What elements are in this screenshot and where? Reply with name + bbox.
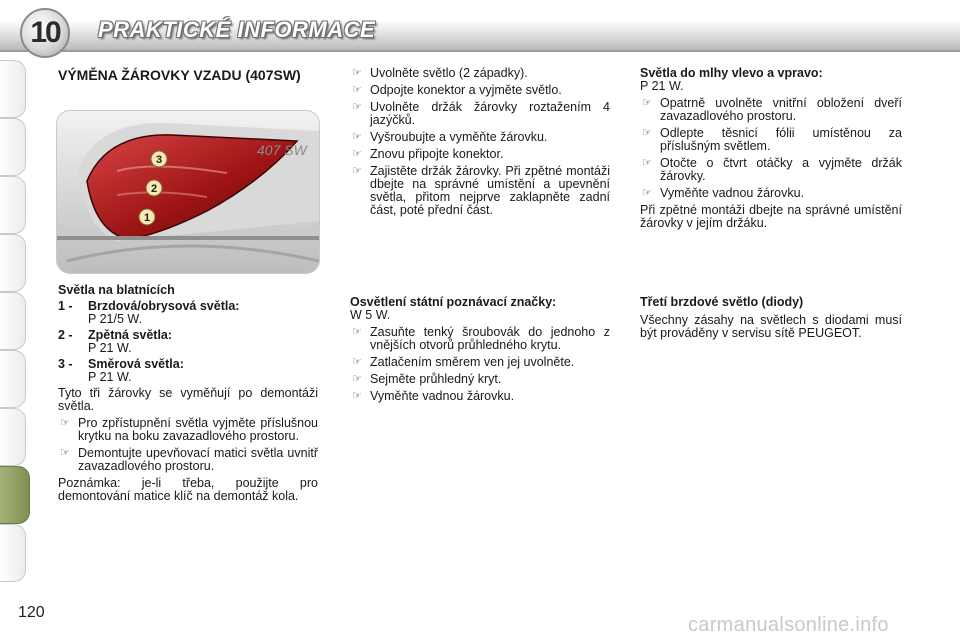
bullet-item: [350, 131, 610, 144]
bullet-text: Sejměte průhledný kryt.: [370, 372, 502, 386]
bullet-item: [350, 356, 610, 369]
pointing-hand-icon: ☞: [352, 165, 362, 177]
bullet-item: [640, 157, 902, 183]
bullet-text: Uvolněte držák žárovky roztažením 4 jazýčků.: [370, 100, 610, 127]
item-number: 2 -: [58, 328, 73, 342]
section-heading: VÝMĚNA ŽÁROVKY VZADU (407SW): [58, 67, 301, 83]
page-header: [0, 0, 960, 52]
bullet-text: Odpojte konektor a vyjměte světlo.: [370, 83, 562, 97]
pointing-hand-icon: ☞: [352, 390, 362, 402]
pointing-hand-icon: ☞: [352, 101, 362, 113]
bullet-item: [58, 417, 318, 443]
chapter-tab[interactable]: [0, 408, 26, 466]
bullet-text: Odlepte těsnicí fólii umístěnou za příslušným světlem.: [660, 126, 902, 153]
bullet-item: [350, 148, 610, 161]
bullet-item: [350, 84, 610, 97]
svg-text:1: 1: [143, 212, 151, 224]
list-item: [58, 300, 318, 326]
bullet-item: [640, 97, 902, 123]
bullet-text: Zasuňte tenký šroubovák do jednoho z vnějších otvorů průhledného krytu.: [370, 325, 610, 352]
pointing-hand-icon: ☞: [642, 187, 652, 199]
bullet-text: Znovu připojte konektor.: [370, 147, 504, 161]
svg-text:3: 3: [155, 154, 163, 166]
bullet-item: [350, 67, 610, 80]
subheading-fender-lights: Světla na blatnících: [58, 283, 175, 297]
pointing-hand-icon: ☞: [352, 356, 362, 368]
page-number: 120: [18, 604, 45, 621]
chapter-tab[interactable]: [0, 350, 26, 408]
header-divider: [0, 50, 960, 52]
list-item: [58, 329, 318, 355]
bullet-text: Zajistěte držák žárovky. Při zpětné montáži dbejte na správné umístění a upevnění světla, přitom nejprve zaklapněte zadní část, poté přední část.: [370, 164, 610, 217]
item-number: 1 -: [58, 299, 73, 313]
chapter-tab[interactable]: [0, 176, 26, 234]
bullet-text: Otočte o čtvrt otáčky a vyjměte držák žárovky.: [660, 156, 902, 183]
bullet-item: [640, 127, 902, 153]
note-paragraph: Poznámka: je-li třeba, použijte pro demontování matice klíč na demontáž kola.: [58, 476, 318, 503]
svg-text:2: 2: [150, 183, 158, 195]
pointing-hand-icon: ☞: [352, 67, 362, 79]
bullet-item: [350, 101, 610, 127]
chapter-tab-active[interactable]: [0, 466, 30, 524]
item-label: Zpětná světla:: [88, 328, 173, 342]
subheading-fog-lights: Světla do mlhy vlevo a vpravo:: [640, 66, 823, 80]
item-value: P 21/5 W.: [88, 312, 142, 326]
column-left: [58, 67, 318, 83]
bullet-text: Uvolněte světlo (2 západky).: [370, 66, 528, 80]
paragraph: Při zpětné montáži dbejte na správné umístění žárovky v jejím držáku.: [640, 203, 902, 230]
column-left-body: [58, 284, 318, 503]
pointing-hand-icon: ☞: [60, 417, 70, 429]
tail-light-photo: [56, 110, 320, 274]
pointing-hand-icon: ☞: [642, 97, 652, 109]
bullet-item: [350, 390, 610, 403]
chapter-tab[interactable]: [0, 60, 26, 118]
column-middle: [350, 67, 610, 221]
pointing-hand-icon: ☞: [642, 157, 652, 169]
list-item: [58, 358, 318, 384]
column-middle-plate: [350, 296, 610, 407]
pointing-hand-icon: ☞: [352, 131, 362, 143]
tail-light-illustration: [57, 111, 319, 273]
bullet-item: [640, 187, 902, 200]
bullet-text: Zatlačením směrem ven jej uvolněte.: [370, 355, 575, 369]
bullet-text: Opatrně uvolněte vnitřní obložení dveří zavazadlového prostoru.: [660, 96, 902, 123]
item-number: 3 -: [58, 357, 73, 371]
paragraph: Všechny zásahy na světlech s diodami musí být prováděny v servisu sítě PEUGEOT.: [640, 313, 902, 340]
bullet-text: Demontujte upevňovací matici světla uvnitř zavazadlového prostoru.: [78, 446, 318, 473]
column-right-third-brake: [640, 296, 902, 340]
chapter-tab[interactable]: [0, 234, 26, 292]
pointing-hand-icon: ☞: [352, 148, 362, 160]
callout-2: [146, 180, 162, 196]
item-label: Směrová světla:: [88, 357, 184, 371]
item-value: P 21 W.: [88, 370, 132, 384]
bullet-item: [350, 326, 610, 352]
bullet-text: Vyšroubujte a vyměňte žárovku.: [370, 130, 548, 144]
bulb-type: W 5 W.: [350, 308, 391, 322]
callout-1: [139, 209, 155, 225]
chapter-tab[interactable]: [0, 118, 26, 176]
page-title: PRAKTICKÉ INFORMACE: [98, 17, 376, 42]
bullet-text: Vyměňte vadnou žárovku.: [660, 186, 805, 200]
bullet-item: [58, 447, 318, 473]
subheading-third-brake-light: Třetí brzdové světlo (diody): [640, 295, 804, 309]
pointing-hand-icon: ☞: [352, 326, 362, 338]
item-label: Brzdová/obrysová světla:: [88, 299, 240, 313]
column-right: [640, 67, 902, 230]
bullet-text: Vyměňte vadnou žárovku.: [370, 389, 515, 403]
bullet-text: Pro zpřístupnění světla vyjměte příslušnou krytku na boku zavazadlového prostoru.: [78, 416, 318, 443]
callout-3: [151, 151, 167, 167]
pointing-hand-icon: ☞: [60, 447, 70, 459]
subheading-plate-light: Osvětlení státní poznávací značky:: [350, 295, 557, 309]
bulb-type: P 21 W.: [640, 79, 684, 93]
pointing-hand-icon: ☞: [352, 84, 362, 96]
item-value: P 21 W.: [88, 341, 132, 355]
bullet-item: [350, 373, 610, 386]
model-badge: 407 SW: [257, 142, 307, 158]
pointing-hand-icon: ☞: [352, 373, 362, 385]
chapter-badge: 10: [20, 8, 70, 58]
pointing-hand-icon: ☞: [642, 127, 652, 139]
watermark: carmanualsonline.info: [688, 614, 889, 636]
chapter-tab[interactable]: [0, 292, 26, 350]
chapter-tab[interactable]: [0, 524, 26, 582]
paragraph: Tyto tři žárovky se vyměňují po demontáži světla.: [58, 386, 318, 413]
bullet-item: [350, 165, 610, 217]
chapter-thumb-tabs: [0, 60, 30, 580]
